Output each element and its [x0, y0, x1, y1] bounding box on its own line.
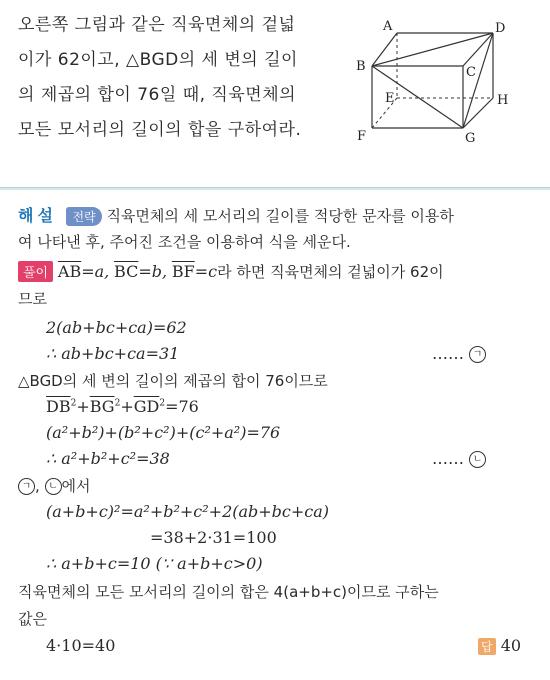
vertex-label-g: G	[465, 131, 476, 146]
segment-bc-value: =b,	[138, 262, 168, 281]
solution-badge: 풀이	[18, 261, 53, 282]
circled-ref-2: ㄴ	[45, 478, 62, 495]
mark-1-dots: ……	[432, 344, 464, 363]
mark-2	[432, 449, 486, 468]
segment-db: $\overline{DB}$	[46, 397, 71, 416]
equation-4: (a²+b²)+(b²+c²)+(c²+a²)=76	[46, 423, 281, 442]
strategy-text-2: 여 나타낸 후, 주어진 조건을 이용하여 식을 세운다.	[18, 233, 351, 251]
segment-bf-value: =c	[194, 262, 218, 281]
definition-tail-2: 므로	[18, 290, 47, 308]
vertex-label-c: C	[466, 65, 476, 80]
equation-7: =38+2·31=100	[150, 528, 277, 547]
mark-2-dots: ……	[432, 449, 464, 468]
equation-2: ∴ ab+bc+ca=31	[46, 344, 180, 363]
problem-line-3: 의 제곱의 합이 76일 때, 직육면체의	[18, 85, 297, 105]
vertex-label-b: B	[356, 59, 366, 74]
cuboid-figure	[345, 18, 545, 153]
circled-mark-2: ㄴ	[469, 451, 486, 468]
circled-ref-1: ㄱ	[18, 478, 35, 495]
segment-ab-value: =a,	[81, 262, 110, 281]
strategy-badge: 전략	[66, 207, 101, 226]
from-text: 에서	[61, 477, 91, 495]
segment-bg: $\overline{BG}$	[89, 397, 115, 416]
vertex-label-a: A	[383, 19, 393, 34]
sentence-2: △BGD의 세 변의 길이의 제곱의 합이 76이므로	[18, 372, 328, 390]
strategy-line-1	[18, 203, 454, 226]
conclusion-line-2: 값은	[18, 610, 47, 628]
definition-tail: 라 하면 직육면체의 겉넓이가 62이	[217, 263, 444, 281]
section-divider	[0, 187, 550, 190]
circled-mark-1: ㄱ	[469, 346, 486, 363]
vertex-label-e: E	[385, 91, 395, 106]
answer-block	[478, 636, 521, 655]
equation-5: ∴ a²+b²+c²=38	[46, 449, 170, 468]
segment-gd: $\overline{GD}$	[133, 397, 160, 416]
definition-line	[18, 261, 444, 282]
problem-line-2: 이가 62이고, △BGD의 세 변의 길이	[18, 50, 298, 70]
haeseol-label: 해설	[18, 206, 57, 225]
problem-line-4: 모든 모서리의 길이의 합을 구하여라.	[18, 120, 302, 140]
segment-ab: $\overline{AB}$	[57, 262, 82, 281]
vertex-label-f: F	[357, 129, 367, 144]
answer-value: 40	[500, 636, 522, 655]
segment-bf: $\overline{BF}$	[171, 262, 195, 281]
answer-badge: 답	[478, 638, 496, 655]
vertex-label-h: H	[497, 93, 509, 108]
segment-bc: $\overline{BC}$	[114, 262, 139, 281]
equation-3-value: =76	[165, 397, 199, 416]
mark-1	[432, 344, 486, 363]
final-equation: 4·10=40	[46, 636, 116, 655]
equation-3: $\overline{DB}^2+\overline{BG}^2+\overline{GD}^2=76$	[46, 397, 199, 416]
vertex-label-d: D	[495, 21, 506, 36]
strategy-text-1: 직육면체의 세 모서리의 길이를 적당한 문자를 이용하	[106, 207, 454, 225]
conclusion-line-1: 직육면체의 모든 모서리의 길이의 합은 4(a+b+c)이므로 구하는	[18, 583, 439, 601]
equation-8: ∴ a+b+c=10 (∵ a+b+c>0)	[46, 554, 263, 573]
from-line: ㄱ , ㄴ 에서	[18, 475, 91, 496]
equation-6: (a+b+c)²=a²+b²+c²+2(ab+bc+ca)	[46, 502, 330, 521]
problem-line-1: 오른쪽 그림과 같은 직육면체의 겉넓	[18, 15, 296, 35]
equation-1: 2(ab+bc+ca)=62	[46, 318, 187, 337]
